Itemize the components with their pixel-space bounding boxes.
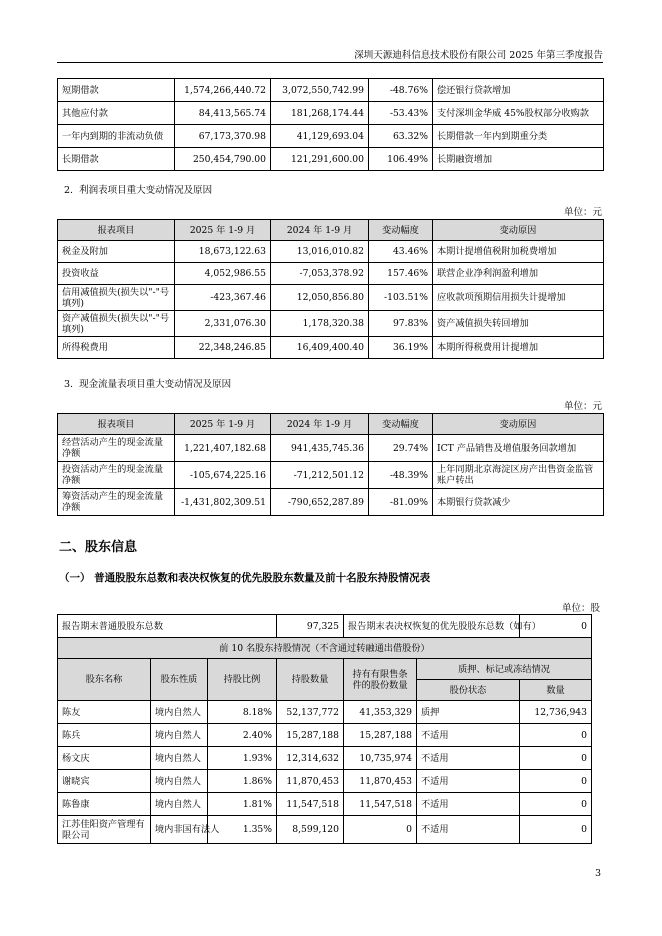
table-header-row	[58, 220, 604, 241]
holder-name-cell: 陈友	[58, 701, 151, 724]
current-value-cell: 1,221,407,182.68	[175, 435, 271, 462]
table-row	[58, 770, 592, 793]
table-row	[58, 724, 592, 747]
change-rate-cell: -53.43%	[369, 102, 433, 125]
cashflow-section-title: 3. 现金流量表项目重大变动情况及原因	[64, 379, 232, 390]
table-row	[58, 125, 604, 148]
shareholder-section-heading: 二、股东信息	[59, 540, 138, 555]
reason-cell: 应收款项预期信用损失计提增加	[433, 285, 604, 311]
table-row	[58, 701, 592, 724]
table-row	[58, 263, 604, 285]
table-row	[58, 148, 604, 171]
change-rate-cell: 43.46%	[369, 241, 433, 263]
reason-cell: ICT 产品销售及增值服务回款增加	[433, 435, 604, 462]
item-cell: 一年内到期的非流动负债	[58, 125, 175, 148]
header-cell: 质押、标记或冻结情况	[417, 659, 592, 680]
holder-nature-cell: 境内自然人	[151, 793, 208, 816]
table-row	[58, 337, 604, 359]
restricted-qty-cell: 41,353,329	[344, 701, 417, 724]
item-cell: 投资收益	[58, 263, 175, 285]
header-cell: 变动原因	[433, 220, 604, 241]
reason-cell: 资产减值损失转回增加	[433, 311, 604, 337]
table-row	[58, 435, 604, 462]
reason-cell: 上年同期北京海淀区房产出售资金监管账户转出	[433, 462, 604, 489]
current-value-cell: -1,431,802,309.51	[175, 489, 271, 516]
pledge-amount-cell: 0	[520, 816, 592, 844]
pledge-amount-cell: 0	[520, 770, 592, 793]
reason-cell: 联营企业净利润盈利增加	[433, 263, 604, 285]
table-row	[58, 79, 604, 102]
holding-ratio-cell: 8.18%	[208, 701, 277, 724]
holding-ratio-cell: 2.40%	[208, 724, 277, 747]
item-cell: 投资活动产生的现金流量净额	[58, 462, 175, 489]
holding-qty-cell: 12,314,632	[277, 747, 344, 770]
reason-cell: 本期所得税费用计提增加	[433, 337, 604, 359]
prior-value-cell: 41,129,693.04	[271, 125, 369, 148]
share-status-cell: 质押	[417, 701, 520, 724]
prior-value-cell: 13,016,010.82	[271, 241, 369, 263]
current-value-cell: 84,413,565.74	[175, 102, 271, 125]
prior-value-cell: 3,072,550,742.99	[271, 79, 369, 102]
current-value-cell: -423,367.46	[175, 285, 271, 311]
header-cell: 股东性质	[151, 659, 208, 701]
preferred-holders-value: 0	[520, 615, 592, 638]
reason-cell: 长期借款一年内到期重分类	[433, 125, 604, 148]
table-header-row	[58, 659, 592, 680]
cashflow-unit-label: 单位：元	[563, 401, 602, 412]
income-unit-label: 单位：元	[563, 207, 602, 218]
item-cell: 其他应付款	[58, 102, 175, 125]
reason-cell: 本期银行贷款减少	[433, 489, 604, 516]
holder-nature-cell: 境内自然人	[151, 747, 208, 770]
header-cell: 变动原因	[433, 414, 604, 435]
restricted-qty-cell: 11,870,453	[344, 770, 417, 793]
current-value-cell: 18,673,122.63	[175, 241, 271, 263]
holder-name-cell: 陈鲁康	[58, 793, 151, 816]
share-status-cell: 不适用	[417, 724, 520, 747]
holding-qty-cell: 11,870,453	[277, 770, 344, 793]
change-rate-cell: -48.76%	[369, 79, 433, 102]
reason-cell: 偿还银行贷款增加	[433, 79, 604, 102]
item-cell: 长期借款	[58, 148, 175, 171]
header-cell: 持股比例	[208, 659, 277, 701]
header-cell: 数量	[520, 680, 592, 701]
share-status-cell: 不适用	[417, 793, 520, 816]
header-rule	[57, 62, 603, 63]
current-value-cell: -105,674,225.16	[175, 462, 271, 489]
item-cell: 资产减值损失(损失以"-"号填列)	[58, 311, 175, 337]
table-row	[58, 793, 592, 816]
prior-value-cell: 181,268,174.44	[271, 102, 369, 125]
holding-ratio-cell: 1.93%	[208, 747, 277, 770]
table-row	[58, 462, 604, 489]
change-rate-cell: 29.74%	[369, 435, 433, 462]
item-cell: 信用减值损失(损失以"-"号填列)	[58, 285, 175, 311]
pledge-amount-cell: 0	[520, 724, 592, 747]
current-value-cell: 2,331,076.30	[175, 311, 271, 337]
prior-value-cell: 16,409,400.40	[271, 337, 369, 359]
share-status-cell: 不适用	[417, 770, 520, 793]
restricted-qty-cell: 0	[344, 816, 417, 844]
header-cell: 报表项目	[58, 220, 175, 241]
header-cell: 变动幅度	[369, 220, 433, 241]
change-rate-cell: 36.19%	[369, 337, 433, 359]
table-row	[58, 311, 604, 337]
prior-value-cell: -790,652,287.89	[271, 489, 369, 516]
restricted-qty-cell: 10,735,974	[344, 747, 417, 770]
item-cell: 筹资活动产生的现金流量净额	[58, 489, 175, 516]
current-value-cell: 250,454,790.00	[175, 148, 271, 171]
holding-qty-cell: 8,599,120	[277, 816, 344, 844]
holder-name-cell: 谢晓宾	[58, 770, 151, 793]
change-rate-cell: 97.83%	[369, 311, 433, 337]
preferred-holders-label: 报告期末表决权恢复的优先股股东总数（如有）	[344, 615, 520, 638]
shareholder-table	[57, 614, 592, 844]
current-value-cell: 1,574,266,440.72	[175, 79, 271, 102]
holding-qty-cell: 52,137,772	[277, 701, 344, 724]
holder-name-cell: 陈兵	[58, 724, 151, 747]
report-header-title: 深圳天源迪科信息技术股份有限公司 2025 年第三季度报告	[354, 50, 603, 61]
header-cell: 2024 年 1-9 月	[271, 220, 369, 241]
table-row	[58, 285, 604, 311]
prior-value-cell: 1,178,320.38	[271, 311, 369, 337]
header-cell: 报表项目	[58, 414, 175, 435]
reason-cell: 本期计提增值税附加税费增加	[433, 241, 604, 263]
total-holders-value: 97,325	[277, 615, 344, 638]
item-cell: 短期借款	[58, 79, 175, 102]
prior-value-cell: 121,291,600.00	[271, 148, 369, 171]
holding-qty-cell: 15,287,188	[277, 724, 344, 747]
prior-value-cell: 941,435,745.36	[271, 435, 369, 462]
pledge-amount-cell: 0	[520, 793, 592, 816]
prior-value-cell: 12,050,856.80	[271, 285, 369, 311]
header-cell: 2025 年 1-9 月	[175, 414, 271, 435]
holding-ratio-cell: 1.81%	[208, 793, 277, 816]
change-rate-cell: 106.49%	[369, 148, 433, 171]
change-rate-cell: -81.09%	[369, 489, 433, 516]
income-statement-change-table	[57, 219, 604, 359]
item-cell: 所得税费用	[58, 337, 175, 359]
header-cell: 变动幅度	[369, 414, 433, 435]
income-section-title: 2. 利润表项目重大变动情况及原因	[64, 185, 213, 196]
shareholder-unit-label: 单位：股	[561, 603, 600, 614]
reason-cell: 长期融资增加	[433, 148, 604, 171]
item-cell: 经营活动产生的现金流量净额	[58, 435, 175, 462]
share-status-cell: 不适用	[417, 747, 520, 770]
current-value-cell: 67,173,370.98	[175, 125, 271, 148]
top10-title: 前 10 名股东持股情况（不含通过转融通出借股份）	[58, 638, 592, 659]
change-rate-cell: -103.51%	[369, 285, 433, 311]
top10-title-row	[58, 638, 592, 659]
cashflow-change-table	[57, 413, 604, 516]
table-row	[58, 816, 592, 844]
totals-row	[58, 615, 592, 638]
table-row	[58, 241, 604, 263]
shareholder-subsection-heading: （一） 普通股股东总数和表决权恢复的优先股股东数量及前十名股东持股情况表	[59, 572, 431, 584]
restricted-qty-cell: 11,547,518	[344, 793, 417, 816]
restricted-qty-cell: 15,287,188	[344, 724, 417, 747]
current-value-cell: 22,348,246.85	[175, 337, 271, 359]
holding-qty-cell: 11,547,518	[277, 793, 344, 816]
holder-nature-cell: 境内自然人	[151, 770, 208, 793]
holder-nature-cell: 境内非国有法人	[151, 816, 208, 844]
pledge-amount-cell: 0	[520, 747, 592, 770]
holder-nature-cell: 境内自然人	[151, 724, 208, 747]
table-header-row	[58, 414, 604, 435]
reason-cell: 支付深圳金华威 45%股权部分收购款	[433, 102, 604, 125]
change-rate-cell: 63.32%	[369, 125, 433, 148]
balance-sheet-change-table	[57, 78, 604, 171]
header-cell: 股东名称	[58, 659, 151, 701]
change-rate-cell: 157.46%	[369, 263, 433, 285]
table-row	[58, 747, 592, 770]
item-cell: 税金及附加	[58, 241, 175, 263]
holding-ratio-cell: 1.86%	[208, 770, 277, 793]
header-cell: 2024 年 1-9 月	[271, 414, 369, 435]
page-number: 3	[594, 868, 601, 879]
prior-value-cell: -71,212,501.12	[271, 462, 369, 489]
holder-nature-cell: 境内自然人	[151, 701, 208, 724]
pledge-amount-cell: 12,736,943	[520, 701, 592, 724]
table-row	[58, 102, 604, 125]
table-row	[58, 489, 604, 516]
holder-name-cell: 杨文庆	[58, 747, 151, 770]
holding-ratio-cell: 1.35%	[208, 816, 277, 844]
header-cell: 2025 年 1-9 月	[175, 220, 271, 241]
header-cell: 股份状态	[417, 680, 520, 701]
current-value-cell: 4,052,986.55	[175, 263, 271, 285]
header-cell: 持有有限售条件的股份数量	[344, 659, 417, 701]
share-status-cell: 不适用	[417, 816, 520, 844]
header-cell: 持股数量	[277, 659, 344, 701]
total-holders-label: 报告期末普通股股东总数	[58, 615, 277, 638]
prior-value-cell: -7,053,378.92	[271, 263, 369, 285]
holder-name-cell: 江苏佳阳资产管理有限公司	[58, 816, 151, 844]
change-rate-cell: -48.39%	[369, 462, 433, 489]
